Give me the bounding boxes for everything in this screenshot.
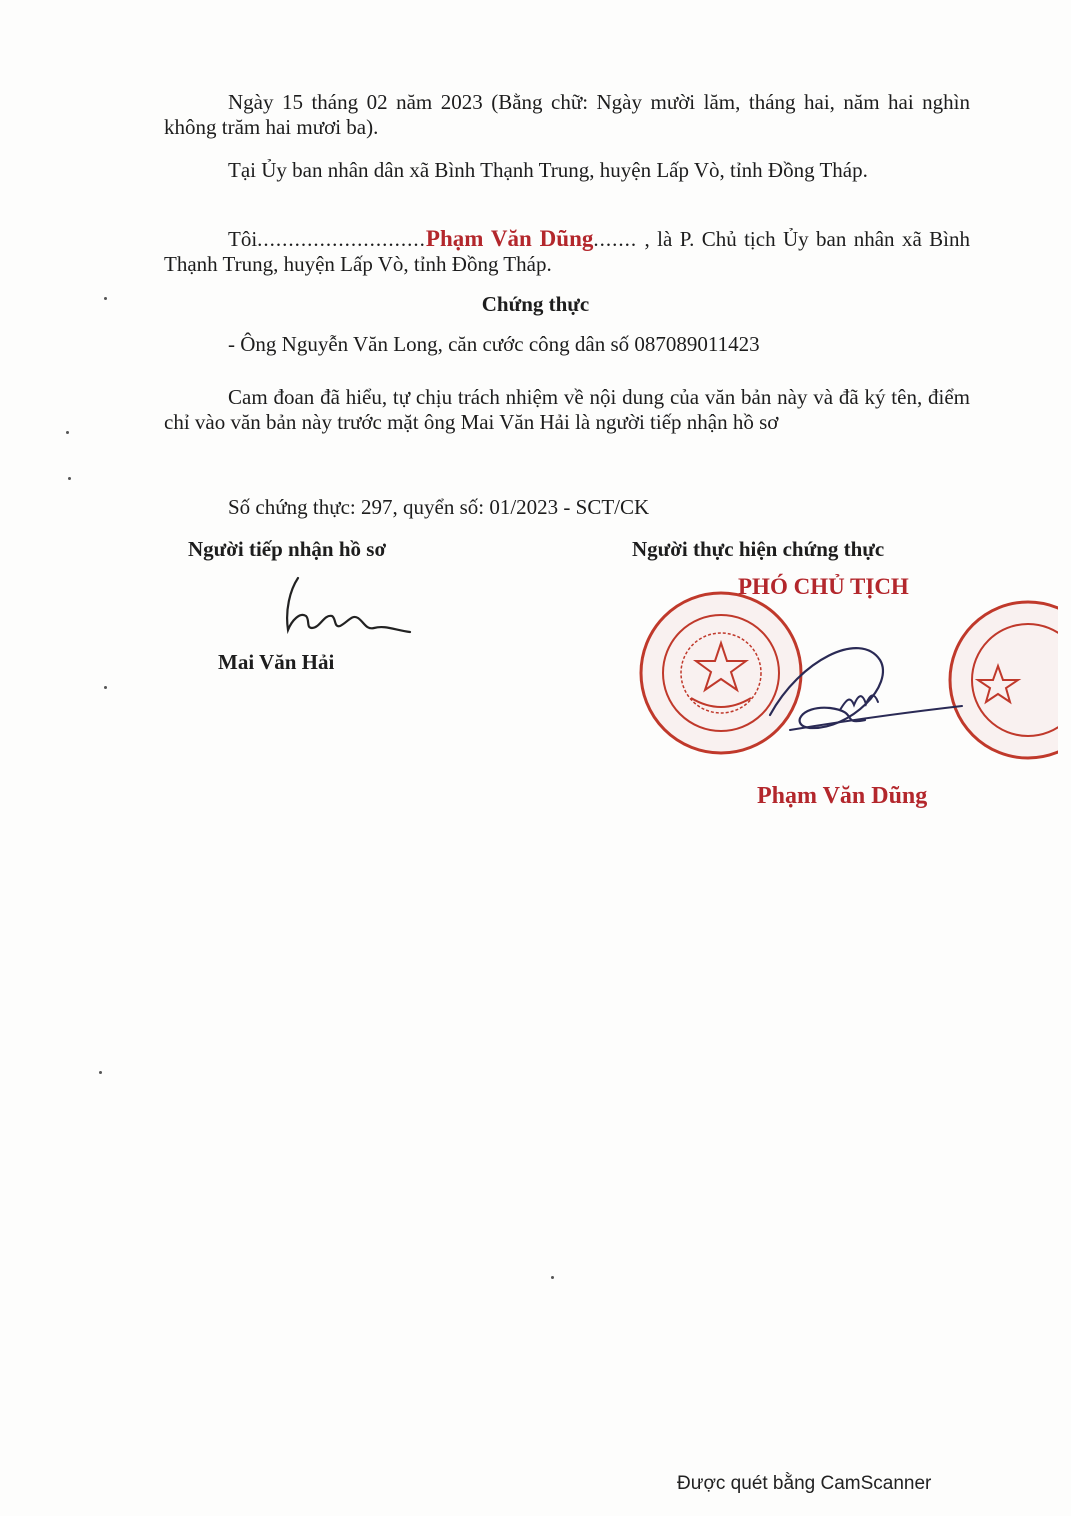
scan-speck [99,1071,102,1074]
official-dots-left: ........................... [257,227,426,251]
commitment-paragraph: Cam đoan đã hiểu, tự chịu trách nhiệm về nội dung của văn bản này và đã ký tên, điểm chỉ vào văn bản này trước mặt ông Mai Văn Hải là người tiếp nhận hồ sơ [164,385,970,434]
date-paragraph: Ngày 15 tháng 02 năm 2023 (Bằng chữ: Ngày mười lăm, tháng hai, năm hai nghìn không trăm hai mươi ba). [164,90,970,139]
certifier-title: Người thực hiện chứng thực [632,537,885,561]
scanner-footer: Được quét bằng CamScanner [677,1473,932,1494]
certified-person-line: - Ông Nguyễn Văn Long, căn cước công dân số 087089011423 [228,332,760,356]
official-name-fill: Phạm Văn Dũng [425,226,594,251]
scan-speck [551,1276,554,1279]
scan-speck [104,686,107,689]
official-prefix: Tôi [228,227,258,251]
receiver-title: Người tiếp nhận hồ sơ [188,537,387,561]
official-suffix: , là P. Chủ tịch Ủy ban nhân xã Bình Thạnh Trung, huyện Lấp Vò, tỉnh Đồng Tháp. [164,227,970,276]
official-paragraph [164,226,970,277]
official-dots-right: ....... [593,227,638,251]
place-paragraph: Tại Ủy ban nhân dân xã Bình Thạnh Trung, huyện Lấp Vò, tỉnh Đồng Tháp. [228,158,868,182]
certification-heading: Chứng thực [481,292,590,316]
certifier-name: Phạm Văn Dũng [757,783,928,809]
receiver-name: Mai Văn Hải [218,650,335,674]
receiver-signature-mark [270,570,420,640]
certification-number: Số chứng thực: 297, quyển số: 01/2023 - SCT/CK [228,495,650,519]
scan-speck [68,477,71,480]
certifier-position: PHÓ CHỦ TỊCH [738,574,909,599]
certifier-signature-mark [730,620,970,750]
scan-speck [66,431,69,434]
scan-speck [104,297,107,300]
